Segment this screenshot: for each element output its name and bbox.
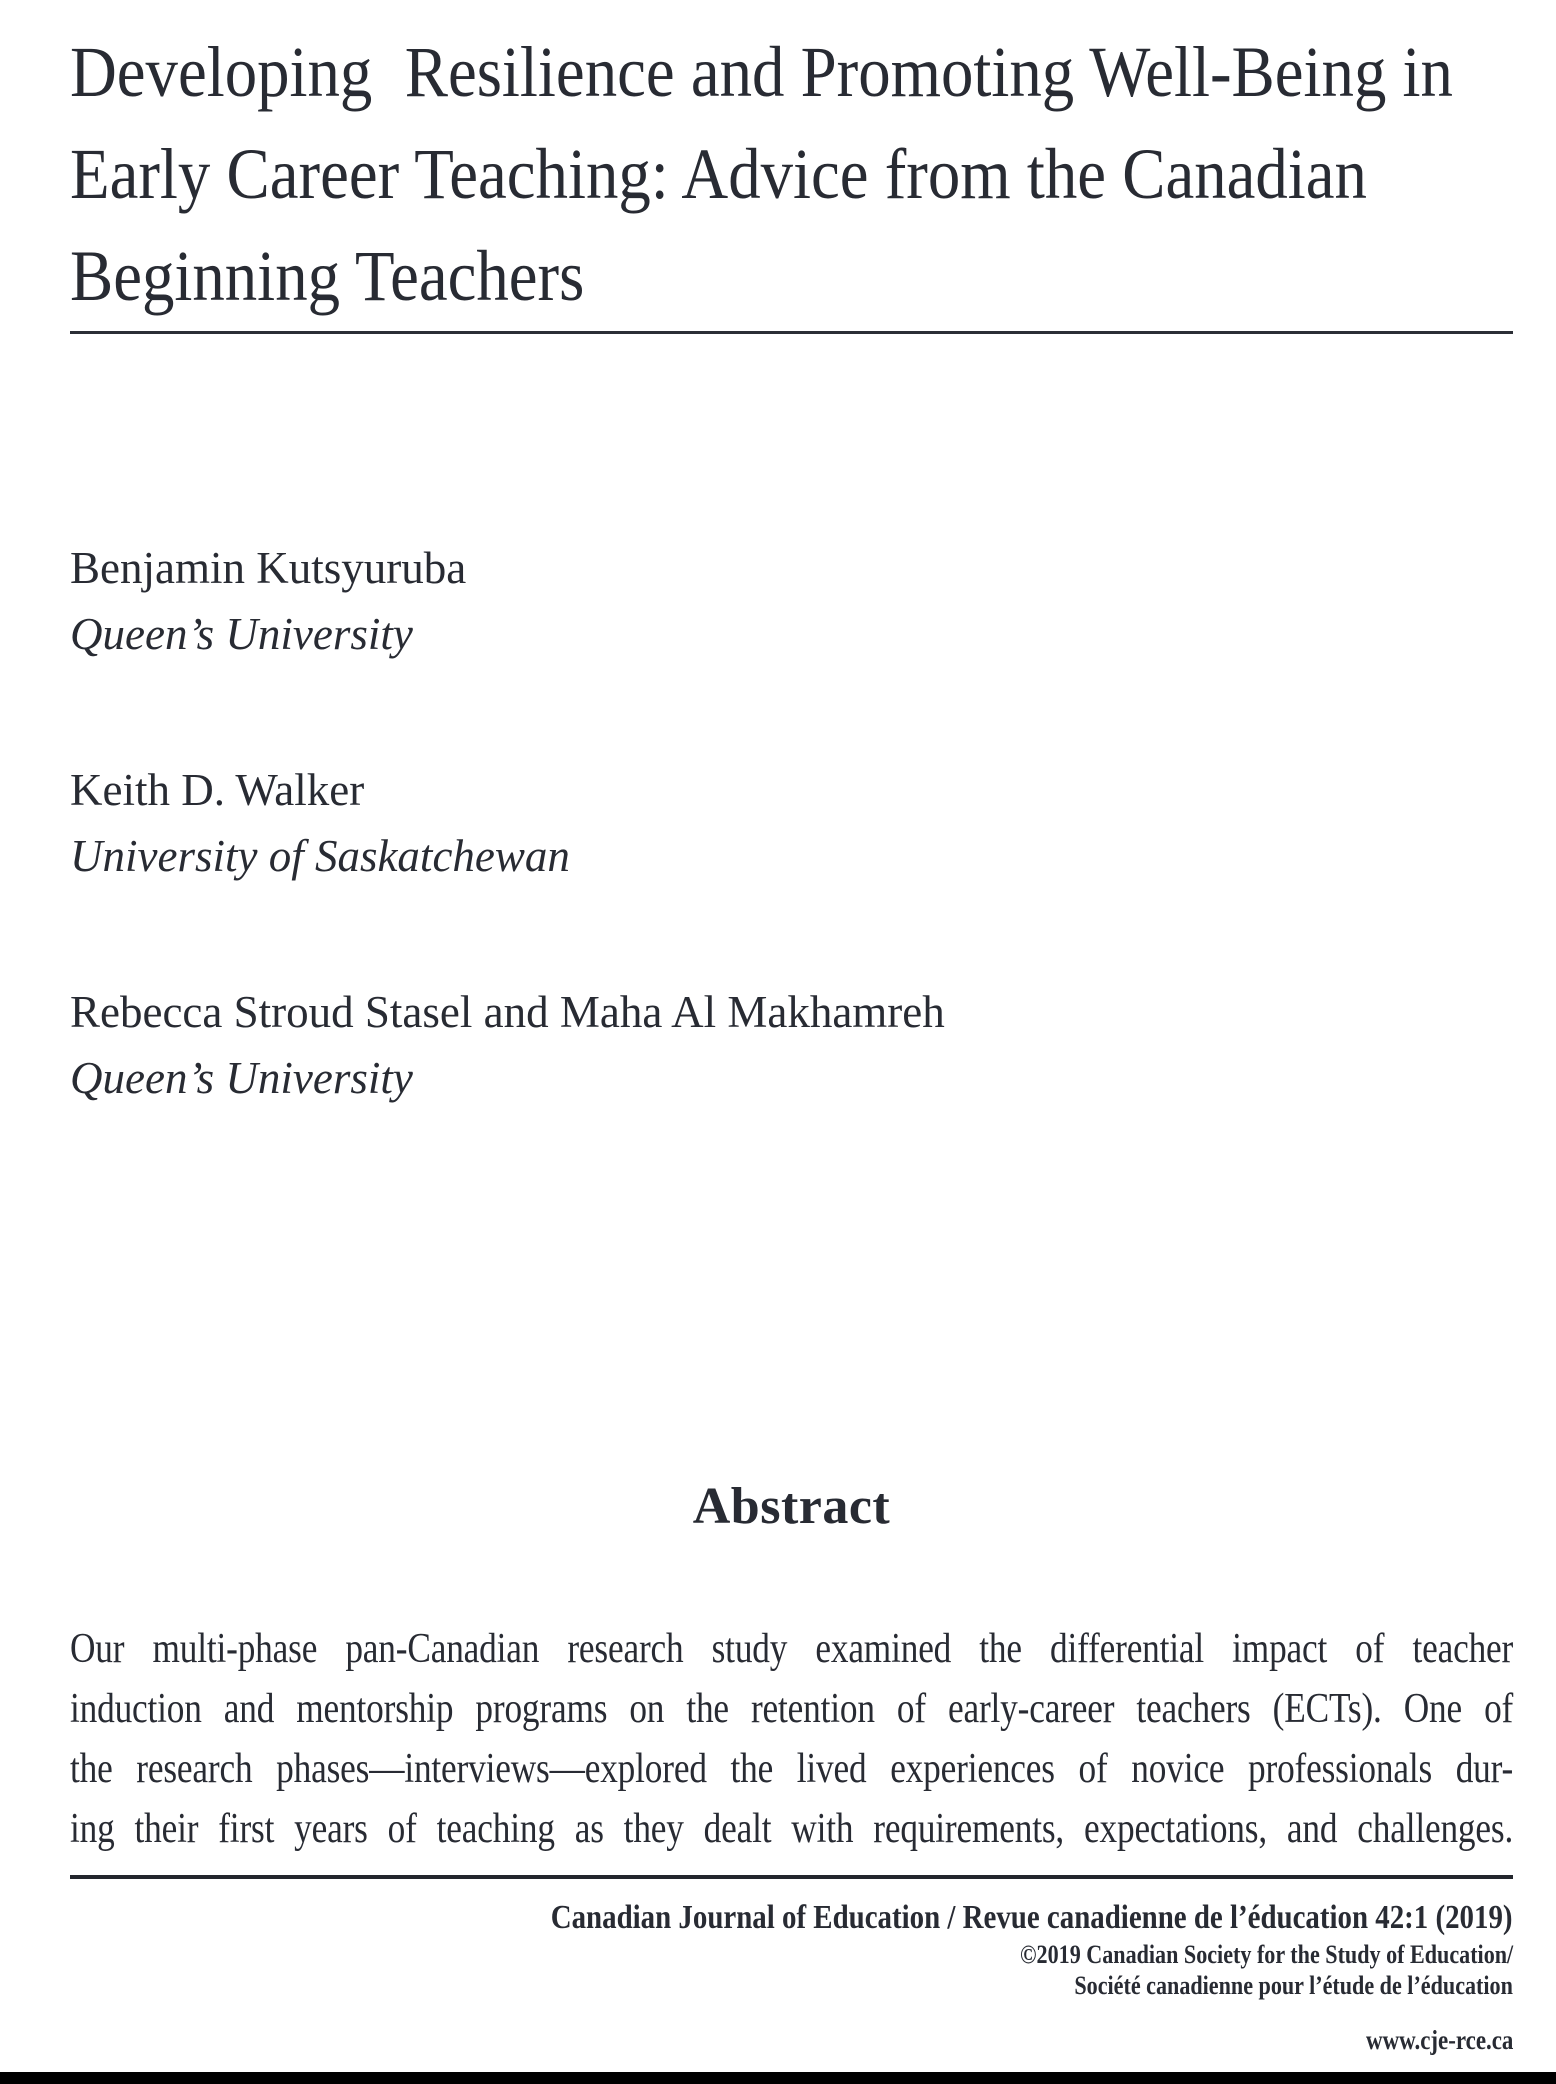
page-footer (70, 1897, 1513, 2056)
author-block (70, 757, 1513, 889)
footer-divider (70, 1875, 1513, 1879)
copyright-line (70, 1939, 1513, 1970)
author-name: Benjamin Kutsyuruba (70, 543, 467, 593)
title-divider (70, 331, 1513, 334)
author-name: Keith D. Walker (70, 765, 365, 815)
author-name: Rebecca Stroud Stasel and Maha Al Makhamreh (70, 987, 945, 1037)
author-affiliation: University of Saskatchewan (70, 831, 570, 881)
abstract-heading: Abstract (692, 1478, 891, 1535)
abstract-text-line: Our multi-phase pan-Canadian research study examined the differential impact of teacher (70, 1626, 1514, 1672)
website-link[interactable] (70, 2024, 1513, 2056)
paper-title-line: Early Career Teaching: Advice from the Canadian (70, 134, 1367, 214)
copyright-line-text: ©2019 Canadian Society for the Study of Education/ (1019, 1940, 1513, 1969)
abstract-text-line: ing their first years of teaching as they dealt with requirements, expectations, and challenges. (70, 1806, 1514, 1852)
author-affiliation: Queen’s University (70, 609, 413, 659)
paper-title-line: Developing Resilience and Promoting Well-Being in (70, 32, 1453, 112)
journal-citation (70, 1897, 1513, 1939)
page-bottom-edge-bar (0, 2072, 1556, 2084)
page-content (70, 21, 1513, 2056)
abstract-text-line: the research phases—interviews—explored the lived experiences of novice professionals dur- (70, 1746, 1514, 1792)
paper-title-line: Beginning Teachers (70, 236, 585, 316)
copyright-line-2 (70, 1970, 1513, 2001)
copyright-line-2-text: Société canadienne pour l’étude de l’éducation (1074, 1971, 1513, 2000)
abstract-text-line: induction and mentorship programs on the retention of early-career teachers (ECTs). One of (70, 1686, 1514, 1732)
abstract-paragraph (70, 1619, 1513, 1859)
journal-citation-text: Canadian Journal of Education / Revue canadienne de l’éducation 42:1 (2019) (551, 1899, 1513, 1936)
author-block (70, 979, 1513, 1111)
author-block (70, 535, 1513, 667)
website-link-text[interactable]: www.cje-rce.ca (1365, 2025, 1513, 2055)
author-affiliation: Queen’s University (70, 1053, 413, 1103)
paper-title (70, 21, 1513, 327)
